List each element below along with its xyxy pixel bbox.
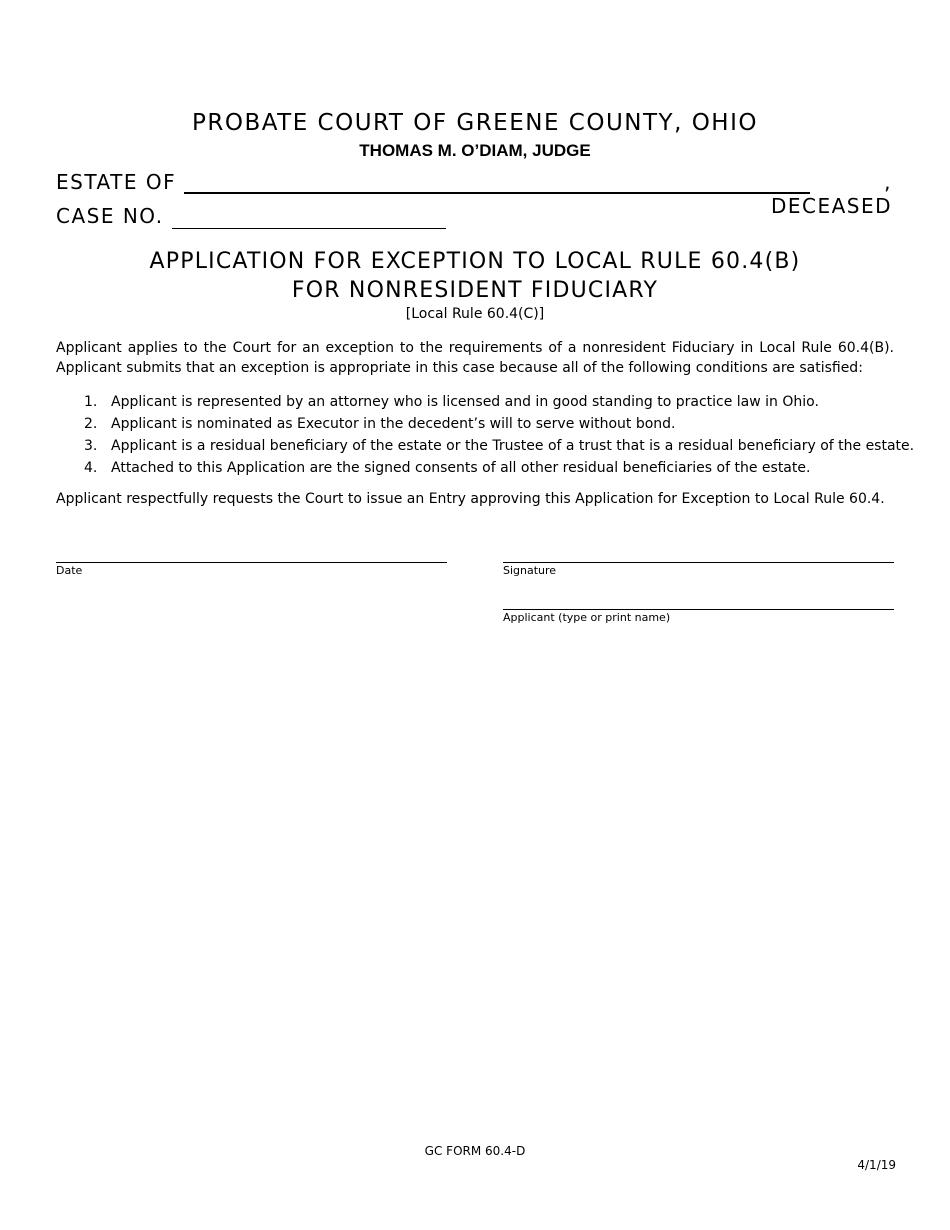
revision-date: 4/1/19	[857, 1158, 896, 1172]
court-title: PROBATE COURT OF GREENE COUNTY, OHIO	[191, 110, 758, 136]
condition-number: 4.	[84, 460, 98, 476]
date-field[interactable]	[56, 562, 447, 563]
form-title-line1: APPLICATION FOR EXCEPTION TO LOCAL RULE 60.4(B)	[149, 249, 801, 274]
conditions-list	[84, 391, 915, 479]
case-row	[56, 204, 476, 232]
form-id: GC FORM 60.4-D	[424, 1144, 526, 1158]
applicant-name-field[interactable]	[503, 609, 894, 610]
condition-number: 2.	[84, 416, 98, 432]
judge-name: THOMAS M. O’DIAM, JUDGE	[359, 141, 591, 160]
intro-paragraph: Applicant applies to the Court for an exception to the requirements of a nonresident Fiduciary in Local Rule 60.4(B). Applicant submits that an exception is appropriate in this case because all of the following conditions are satisfied:	[56, 340, 894, 376]
rule-reference: [Local Rule 60.4(C)]	[405, 306, 545, 322]
condition-text: Applicant is a residual beneficiary of the estate or the Trustee of a trust that is a residual beneficiary of the estate.	[111, 438, 915, 454]
condition-text: Attached to this Application are the signed consents of all other residual beneficiaries of the estate.	[111, 460, 811, 476]
signature-field[interactable]	[503, 562, 894, 563]
date-caption: Date	[56, 564, 83, 577]
form-title-line2: FOR NONRESIDENT FIDUCIARY	[291, 278, 659, 303]
condition-number: 3.	[84, 438, 98, 454]
signature-caption: Signature	[503, 564, 557, 577]
condition-item	[84, 457, 904, 479]
condition-item	[84, 391, 904, 413]
estate-name-field[interactable]	[184, 192, 810, 194]
estate-label: ESTATE OF	[56, 170, 177, 194]
deceased-label: , DECEASED	[770, 170, 892, 218]
condition-item	[84, 413, 904, 435]
condition-text: Applicant is represented by an attorney who is licensed and in good standing to practice law in Ohio.	[111, 394, 819, 410]
applicant-name-caption: Applicant (type or print name)	[503, 611, 671, 624]
case-number-label: CASE NO.	[56, 204, 164, 228]
case-number-field[interactable]	[172, 228, 446, 229]
request-paragraph: Applicant respectfully requests the Court to issue an Entry approving this Application for Exception to Local Rule 60.4.	[56, 491, 885, 507]
condition-text: Applicant is nominated as Executor in the decedent’s will to serve without bond.	[111, 416, 676, 432]
condition-item	[84, 435, 915, 457]
condition-number: 1.	[84, 394, 98, 410]
